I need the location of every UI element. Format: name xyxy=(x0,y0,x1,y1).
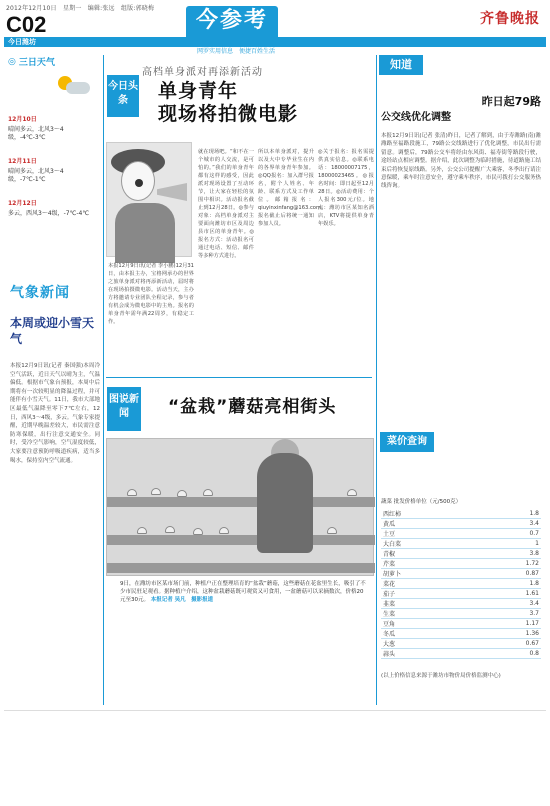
vegetable-price: 1 xyxy=(470,539,541,549)
top-story-kicker: 高档单身派对再添新活动 xyxy=(142,67,263,78)
price-row xyxy=(381,589,541,599)
top-story-badge: 今日头条 xyxy=(107,75,139,117)
vegetable-name: 土豆 xyxy=(381,529,470,539)
price-row xyxy=(381,509,541,519)
vegetable-price: 0.7 xyxy=(470,529,541,539)
vegetable-name: 黄瓜 xyxy=(381,519,470,529)
price-row xyxy=(381,569,541,579)
price-tag: 菜价查询 xyxy=(380,432,434,452)
vegetable-price-table xyxy=(381,509,541,659)
weather-conditions: 多云，西风3～4级，-7℃-4℃ xyxy=(8,210,90,217)
price-source-note: (以上价格信息来源于潍坊市物价局价格监测中心) xyxy=(381,673,501,679)
top-story-headline xyxy=(158,80,298,126)
section-band xyxy=(4,37,546,47)
price-subtitle: 蔬菜 批发价格单位（元/500克） xyxy=(381,499,462,505)
weather-day xyxy=(8,114,100,142)
mushroom-headline: “盆栽”蘑菇亮相街头 xyxy=(168,397,337,417)
vegetable-price: 1.61 xyxy=(470,589,541,599)
price-row xyxy=(381,559,541,569)
vegetable-name: 大葱 xyxy=(381,639,470,649)
price-row xyxy=(381,579,541,589)
price-row xyxy=(381,599,541,609)
vegetable-price: 1.36 xyxy=(470,629,541,639)
price-row xyxy=(381,549,541,559)
headline-line: 单身青年 xyxy=(158,80,239,102)
top-story-col4: ◎关于报名：报名需提供真实信息。◎联系电话：18000007175，18000023465。◎报名时间：即日起至12月28日。◎活动费用：个人报名300元/位。地点：潍坊市区某知名酒店，KTV将提供单身青年娱乐。 xyxy=(318,149,374,227)
picture-news-badge: 图说新闻 xyxy=(107,387,141,431)
vegetable-price: 3.7 xyxy=(470,609,541,619)
vegetable-name: 豆角 xyxy=(381,619,470,629)
page-meta: 2012年12月10日 星期一 编辑:张远 组版:郭晓梅 xyxy=(6,5,155,12)
weather-date: 12月12日 xyxy=(8,200,37,207)
vegetable-name: 冬瓜 xyxy=(381,629,470,639)
zhidao-tag: 知道 xyxy=(379,55,423,75)
section-label: 今日潍坊 xyxy=(8,38,36,46)
vegetable-price: 3.4 xyxy=(470,519,541,529)
vegetable-price: 3.4 xyxy=(470,599,541,609)
vegetable-name: 大白菜 xyxy=(381,539,470,549)
weather-news-section: 气象新闻 xyxy=(10,285,70,301)
vegetable-price: 0.8 xyxy=(470,649,541,659)
weather-conditions: 晴间多云，北风3～4级，-7℃-1℃ xyxy=(8,168,64,183)
vegetable-price: 0.87 xyxy=(470,569,541,579)
headline-line: 现场将拍微电影 xyxy=(158,103,299,125)
bus-title-line: 昨日起79路 xyxy=(481,95,541,108)
weather-conditions: 晴间多云，北风3～4级，-4℃-3℃ xyxy=(8,126,64,141)
section-divider xyxy=(106,377,372,378)
vegetable-price: 3.8 xyxy=(470,549,541,559)
weather-title-text: 三日天气 xyxy=(18,58,55,68)
price-row xyxy=(381,649,541,659)
vegetable-name: 西红柿 xyxy=(381,509,470,519)
weather-day xyxy=(8,156,100,184)
masthead-title: 今参考 xyxy=(195,7,268,33)
column-divider xyxy=(376,55,377,705)
megaphone-icon xyxy=(157,183,187,201)
weather-title xyxy=(8,55,100,68)
weather-news-body: 本报12月9日讯(记者 秦国强)本周冷空气活跃，近日天气以晴为主，气温偏低。根据市气象台预报，本周中后期将有一次较明显的降温过程，并可能伴有小雪天气。11日，我市大部地区最低气温降至零下7℃左右，12日，西风3～4级，多云。气象专家提醒，近期早晚温差较大，市民需注意防寒保暖，出行注意交通安全。同时，受冷空气影响，空气湿度较低，大家要注意预防呼吸道疾病，适当多喝水，保持室内空气流通。 xyxy=(10,363,100,464)
vegetable-name: 胡萝卜 xyxy=(381,569,470,579)
vegetable-price: 1.8 xyxy=(470,579,541,589)
vegetable-name: 茄子 xyxy=(381,589,470,599)
vegetable-name: 青椒 xyxy=(381,549,470,559)
vegetable-name: 菜花 xyxy=(381,579,470,589)
caption-text: 9日，在潍坊市区某市场门前，种植户正在整理培育的“盆栽”蘑菇，这些蘑菇在花盆里生长，吸引了不少市民驻足观看。据种植户介绍，这种盆栽蘑菇既可观赏又可食用，一盆蘑菇可以采摘数次，价格20元至30元。 xyxy=(120,581,366,603)
vegetable-price: 1.72 xyxy=(470,559,541,569)
price-row xyxy=(381,639,541,649)
column-divider xyxy=(103,55,104,705)
weather-news-title: 本周或迎小雪天气 xyxy=(10,316,95,346)
top-story-col2: 就在现场吧。“和不在一个城市的人交流，是可怕的。”我们的单身青年都有这样的感受，因此派对现场设置了互动环节，让大家在轻松的氛围中相识。活动报名截止到12月28日。◎参与对象：高档单身派对主要面向潍坊市区及周边县市区的单身青年。◎报名方式：活动报名可通过电话、短信、邮件等多种方式进行。 xyxy=(198,149,254,259)
bus-news-body: 本报12月9日讯(记者 张清)昨日，记者了解到，由于寿潍路(南)潍潍路至福路段施工，79路公交线路进行了优化调整，市民出行需留意。调整后，79路公交车将经由东风街、福寿街等路段行驶，途经站点相应调整。据介绍，此次调整为临时措施，待道路施工结束后将恢复原线路。另外，公交公司提醒广大乘客，冬季出行请注意保暖，乘车时注意安全，遵守乘车秩序，市民可拨打公交服务热线咨询。 xyxy=(381,133,541,190)
price-row xyxy=(381,539,541,549)
top-story-col3: 所以本单身派对，提升以及大中专毕业生在内的各界单身青年参加。◎QQ报名：加入群号报名，附个人姓名、年龄、联系方式及工作单位。邮箱报名：qiuyinxinfang@163.com。报名截止后将统一通知参加人员。 xyxy=(258,149,327,227)
vegetable-name: 芹菜 xyxy=(381,559,470,569)
weather-date: 12月11日 xyxy=(8,158,37,165)
clown-photo xyxy=(106,142,192,257)
newspaper-name: 齐鲁晚报 xyxy=(480,11,540,27)
weather-bullet-icon: ◎ xyxy=(8,56,16,67)
photo-credit: 本报记者 吴凡 摄影报道 xyxy=(150,597,214,603)
vegetable-name: 韭菜 xyxy=(381,599,470,609)
top-story-col1: 本报12月9日讯(记者 李小鹏)12月31日，由本报主办，宝格网承办的世界之旅单身派对将再添新活动，届时将在现场拍摄微电影。活动当天，主办方将邀请专业团队全程记录，参与者有机会成为微电影中的主角。报名的单身青年需年满22周岁，有稳定工作。 xyxy=(108,263,194,325)
weather-box xyxy=(8,55,100,270)
bus-title-line: 公交线优化调整 xyxy=(381,112,451,123)
vegetable-name: 生菜 xyxy=(381,609,470,619)
page-code: C02 xyxy=(6,12,47,37)
footer-rule xyxy=(4,710,546,711)
mushroom-photo xyxy=(106,438,374,576)
vegetable-price: 0.67 xyxy=(470,639,541,649)
price-row xyxy=(381,629,541,639)
vegetable-name: 蒜头 xyxy=(381,649,470,659)
bus-news-title xyxy=(381,94,541,126)
sun-cloud-icon xyxy=(58,74,94,100)
vegetable-price: 1.17 xyxy=(470,619,541,629)
photo-caption xyxy=(120,580,368,604)
price-row xyxy=(381,519,541,529)
vegetable-price: 1.8 xyxy=(470,509,541,519)
price-row xyxy=(381,609,541,619)
weather-date: 12月10日 xyxy=(8,116,37,123)
weather-day xyxy=(8,198,100,218)
price-row xyxy=(381,529,541,539)
masthead-subtitle: 网罗实用信息 便捷百姓生活 xyxy=(196,48,275,55)
price-row xyxy=(381,619,541,629)
